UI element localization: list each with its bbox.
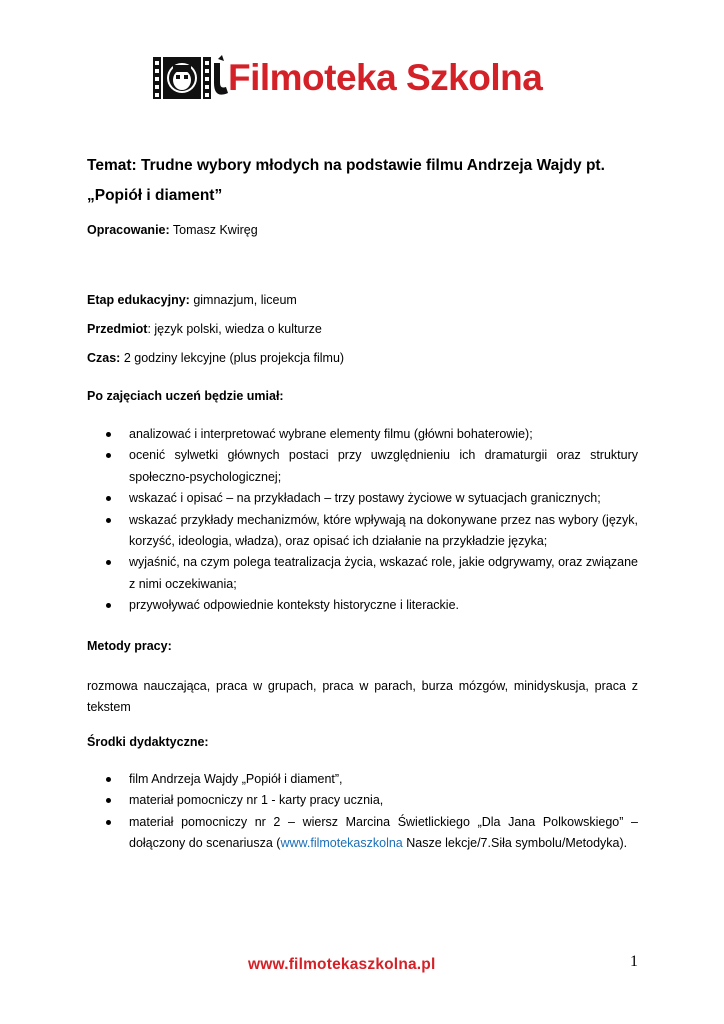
author-label: Opracowanie: [87, 223, 170, 237]
meta-time [87, 350, 344, 366]
resources-list [87, 769, 638, 855]
meta-subject [87, 321, 322, 337]
list-item: film Andrzeja Wajdy „Popiół i diament”, [87, 769, 638, 790]
meta-value: : język polski, wiedza o kulturze [147, 322, 322, 336]
methods-text: rozmowa nauczająca, praca w grupach, praca w parach, burza mózgów, minidyskusja, praca z tekstem [87, 679, 638, 715]
meta-value: gimnazjum, liceum [193, 293, 297, 307]
list-item: materiał pomocniczy nr 1 - karty pracy ucznia, [87, 790, 638, 811]
meta-label: Przedmiot [87, 322, 148, 336]
resources-heading: Środki dydaktyczne: [87, 735, 209, 749]
list-item: wskazać przykłady mechanizmów, które wpływają na dokonywane przez nas wybory (język, korzyść, ideologia, władza), oraz opisać ich działanie na przykładzie języka; [87, 510, 638, 553]
list-item: ocenić sylwetki głównych postaci przy uwzględnieniu ich dramaturgii oraz struktury społeczno-psychologicznej; [87, 445, 638, 488]
meta-education-stage [87, 292, 297, 308]
footer-url[interactable]: www.filmotekaszkolna.pl [248, 956, 436, 973]
meta-label: Czas: [87, 351, 121, 365]
logo-text: Filmoteka Szkolna [228, 57, 543, 98]
list-item: wskazać i opisać – na przykładach – trzy postawy życiowe w sytuacjach granicznych; [87, 488, 638, 509]
objectives-list [87, 424, 638, 617]
page-title: Temat: Trudne wybory młodych na podstawie filmu Andrzeja Wajdy pt. „Popiół i diament” [87, 157, 605, 204]
list-item: analizować i interpretować wybrane elementy filmu (główni bohaterowie); [87, 424, 638, 445]
film-reel-logo-icon [152, 53, 230, 103]
resource-text: Nasze lekcje/7.Siła symbolu/Metodyka). [402, 836, 628, 851]
methods-heading: Metody pracy: [87, 639, 172, 653]
meta-label: Etap edukacyjny: [87, 293, 190, 307]
list-item [87, 812, 638, 855]
objectives-heading: Po zajęciach uczeń będzie umiał: [87, 389, 284, 403]
filmoteka-logo [152, 53, 572, 103]
author-value: Tomasz Kwiręg [172, 223, 258, 237]
meta-value: 2 godziny lekcyjne (plus projekcja filmu) [123, 351, 345, 365]
resource-text: materiał pomocniczy nr 2 – wiersz Marcina Świetlickiego „Dla Jana Polkowskiego” – dołączony do scenariusza ( [129, 814, 638, 851]
list-item: przywoływać odpowiednie konteksty historyczne i literackie. [87, 595, 638, 616]
page-number: 1 [630, 953, 638, 970]
author-line [87, 222, 258, 238]
filmoteka-link[interactable]: www.filmotekaszkolna [280, 836, 403, 851]
list-item: wyjaśnić, na czym polega teatralizacja życia, wskazać role, jakie odgrywamy, oraz związane z nimi oczekiwania; [87, 552, 638, 595]
